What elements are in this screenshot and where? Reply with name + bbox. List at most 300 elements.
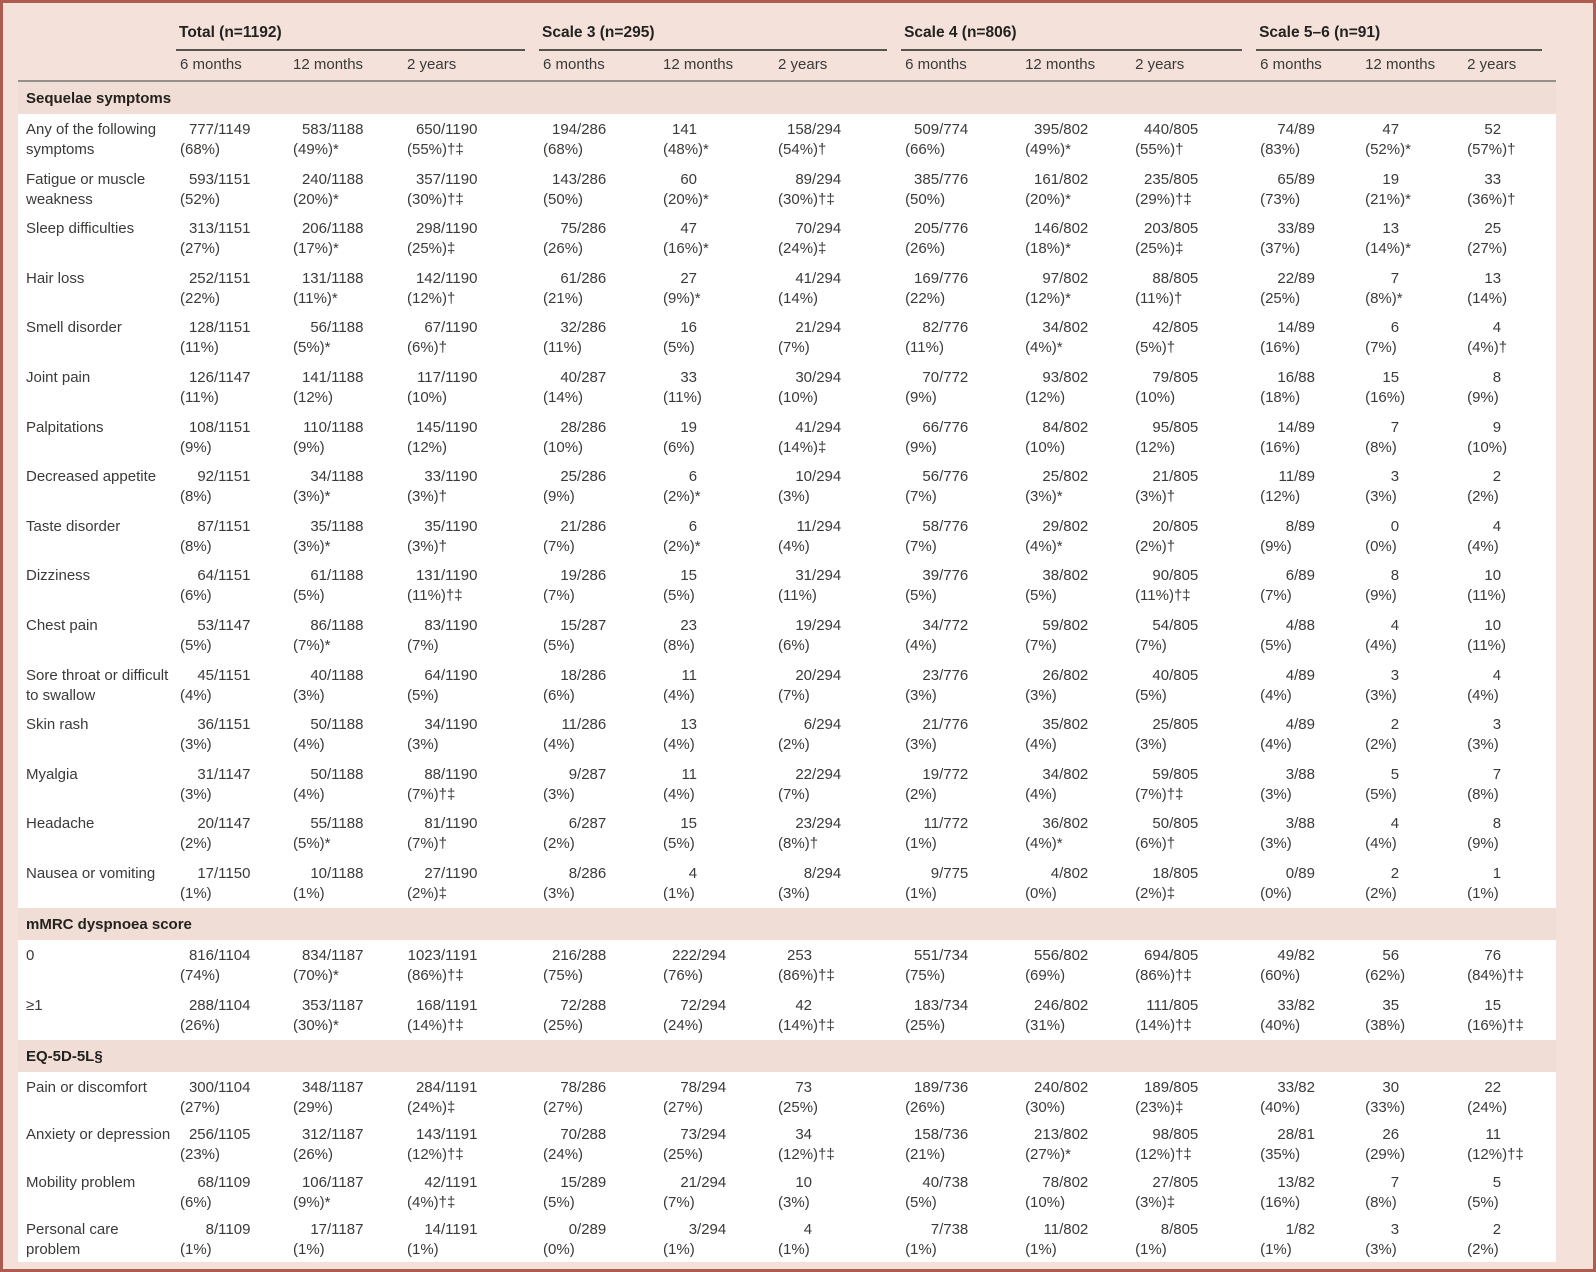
fraction-value: 7 (1390, 1173, 1400, 1191)
percent-value: (7%) (407, 636, 439, 654)
fraction-value: 2 (1492, 468, 1502, 486)
value-cell (774, 1214, 901, 1262)
fraction-value: 395/802 (1034, 121, 1089, 138)
percent-value: (26%) (543, 240, 584, 258)
fraction-value: 126/1147 (188, 368, 251, 386)
value-cell (289, 1167, 403, 1215)
value-cell (1021, 213, 1131, 263)
value-cell (659, 511, 774, 561)
percent-value: (2%)* (663, 537, 701, 555)
value-cell (1256, 412, 1361, 462)
value-cell (1131, 511, 1256, 561)
fraction-value: 694/805 (1144, 946, 1199, 964)
value-cell (1131, 660, 1256, 710)
fraction-value: 59/805 (1152, 765, 1199, 783)
value-cell (901, 759, 1021, 809)
fraction-value: 4 (1390, 815, 1400, 833)
percent-value: (5%) (180, 636, 212, 654)
percent-value: (2%) (778, 736, 810, 754)
percent-value: (6%)† (1135, 835, 1176, 853)
value-cell (403, 312, 539, 362)
value-cell (1256, 362, 1361, 412)
percent-value: (3%) (180, 736, 212, 754)
value-cell (1256, 1072, 1361, 1120)
value-cell (774, 610, 901, 660)
value-cell (1021, 1167, 1131, 1215)
value-cell (1021, 560, 1131, 610)
percent-value: (7%) (1260, 587, 1292, 605)
table-row (18, 164, 1556, 214)
value-cell (774, 362, 901, 412)
value-cell (403, 990, 539, 1040)
percent-value: (5%) (663, 339, 695, 357)
value-cell (1021, 412, 1131, 462)
percent-value: (5%) (407, 686, 439, 704)
value-cell (1463, 709, 1556, 759)
percent-value: (49%)* (1025, 141, 1071, 158)
value-cell (901, 1072, 1021, 1120)
value-cell (1361, 114, 1463, 164)
time-point-header: 6 months (1256, 51, 1361, 81)
percent-value: (1%) (778, 1241, 810, 1258)
percent-value: (26%) (180, 1016, 221, 1034)
fraction-value: 298/1190 (415, 220, 478, 238)
fraction-value: 50/1188 (310, 716, 364, 734)
percent-value: (16%)†‡ (1467, 1016, 1524, 1034)
value-cell (1021, 164, 1131, 214)
percent-value: (14%) (1467, 289, 1508, 307)
percent-value: (5%) (543, 1193, 575, 1211)
fraction-value: 23/776 (922, 666, 969, 684)
time-point-header: 12 months (1021, 51, 1131, 81)
value-cell (1361, 461, 1463, 511)
fraction-value: 11 (681, 666, 698, 684)
value-cell (1256, 709, 1361, 759)
percent-value: (1%) (663, 884, 695, 902)
fraction-value: 16 (680, 319, 698, 337)
value-cell (774, 461, 901, 511)
fraction-value: 31/1147 (197, 765, 251, 783)
percent-value: (25%) (663, 1146, 704, 1163)
fraction-value: 189/736 (914, 1078, 969, 1096)
fraction-value: 1/82 (1285, 1221, 1315, 1238)
fraction-value: 2 (1492, 1221, 1502, 1238)
value-cell (1021, 940, 1131, 990)
value-cell (539, 213, 659, 263)
percent-value: (4%) (1025, 785, 1057, 803)
fraction-value: 56 (1382, 946, 1400, 964)
percent-value: (4%) (1260, 686, 1292, 704)
value-cell (539, 940, 659, 990)
percent-value: (20%)* (663, 190, 709, 208)
fraction-value: 385/776 (914, 170, 969, 188)
percent-value: (1%) (663, 1241, 695, 1258)
value-cell (176, 461, 289, 511)
fraction-value: 42 (795, 996, 813, 1014)
value-cell (176, 164, 289, 214)
column-group-title: Total (n=1192) (176, 24, 525, 51)
fraction-value: 13/82 (1277, 1173, 1315, 1191)
percent-value: (37%) (1260, 240, 1301, 258)
value-cell (1131, 808, 1256, 858)
fraction-value: 3/294 (688, 1221, 727, 1238)
value-cell (1361, 412, 1463, 462)
value-cell (1131, 709, 1256, 759)
percent-value: (3%)† (407, 537, 448, 555)
percent-value: (29%) (1365, 1146, 1406, 1163)
percent-value: (20%)* (293, 190, 339, 208)
fraction-value: 68/1109 (197, 1173, 251, 1191)
percent-value: (4%) (1025, 736, 1057, 754)
results-table (18, 13, 1556, 1262)
percent-value: (3%)* (1025, 488, 1063, 506)
percent-value: (5%) (663, 835, 695, 853)
value-cell (289, 312, 403, 362)
value-cell (1361, 213, 1463, 263)
percent-value: (12%)†‡ (407, 1146, 464, 1163)
value-cell (659, 940, 774, 990)
fraction-value: 21/805 (1152, 468, 1199, 486)
value-cell (659, 114, 774, 164)
fraction-value: 35 (1382, 996, 1400, 1014)
fraction-value: 240/802 (1034, 1078, 1089, 1096)
row-label: Palpitations (26, 418, 104, 436)
value-cell (176, 940, 289, 990)
fraction-value: 78/294 (680, 1078, 727, 1096)
value-cell (289, 610, 403, 660)
percent-value: (14%)†‡ (407, 1016, 464, 1034)
value-cell (1021, 660, 1131, 710)
value-cell (403, 759, 539, 809)
percent-value: (16%)* (663, 240, 709, 258)
percent-value: (4%) (663, 785, 695, 803)
value-cell (901, 213, 1021, 263)
percent-value: (3%) (407, 736, 439, 754)
value-cell (659, 1119, 774, 1167)
percent-value: (11%) (905, 339, 944, 357)
fraction-value: 117/1190 (417, 368, 478, 386)
percent-value: (1%) (293, 884, 325, 902)
table-row (18, 940, 1556, 990)
fraction-value: 56/776 (922, 468, 969, 486)
fraction-value: 88/1190 (424, 765, 478, 783)
value-cell (1021, 610, 1131, 660)
percent-value: (1%) (180, 884, 212, 902)
percent-value: (3%) (905, 686, 937, 704)
percent-value: (7%) (663, 1193, 695, 1211)
fraction-value: 141/1188 (301, 368, 364, 386)
value-cell (1021, 759, 1131, 809)
fraction-value: 40/805 (1152, 666, 1199, 684)
percent-value: (3%) (293, 686, 325, 704)
value-cell (1021, 263, 1131, 313)
value-cell (289, 808, 403, 858)
fraction-value: 21/286 (560, 517, 607, 535)
percent-value: (5%) (905, 587, 937, 605)
value-cell (659, 560, 774, 610)
value-cell (1361, 990, 1463, 1040)
percent-value: (1%) (905, 835, 937, 853)
percent-value: (11%) (663, 388, 702, 406)
value-cell (1361, 1119, 1463, 1167)
fraction-value: 4/89 (1285, 716, 1315, 734)
percent-value: (3%) (778, 488, 810, 506)
fraction-value: 777/1149 (188, 121, 251, 138)
fraction-value: 54/805 (1152, 616, 1199, 634)
fraction-value: 92/1151 (197, 468, 251, 486)
value-cell (289, 560, 403, 610)
fraction-value: 3 (1492, 716, 1502, 734)
percent-value: (11%) (180, 388, 219, 406)
fraction-value: 35/1190 (424, 517, 478, 535)
percent-value: (26%) (293, 1146, 334, 1163)
value-cell (289, 709, 403, 759)
percent-value: (11%) (1467, 636, 1506, 654)
percent-value: (3%)† (407, 488, 448, 506)
value-cell (1021, 312, 1131, 362)
fraction-value: 72/294 (680, 996, 727, 1014)
percent-value: (27%) (543, 1098, 584, 1116)
fraction-value: 4 (803, 1221, 813, 1238)
percent-value: (4%) (180, 686, 212, 704)
percent-value: (11%)†‡ (407, 587, 463, 605)
value-cell (539, 1072, 659, 1120)
fraction-value: 9/775 (930, 864, 969, 882)
table-row (18, 858, 1556, 908)
fraction-value: 10 (1484, 567, 1502, 585)
fraction-value: 2 (1390, 864, 1400, 882)
value-cell (539, 808, 659, 858)
fraction-value: 72/288 (560, 996, 607, 1014)
fraction-value: 253 (787, 946, 813, 964)
fraction-value: 10 (1484, 616, 1502, 634)
value-cell (539, 114, 659, 164)
value-cell (1361, 362, 1463, 412)
fraction-value: 61/286 (560, 269, 607, 287)
fraction-value: 8/294 (803, 864, 842, 882)
percent-value: (9%)* (663, 289, 701, 307)
section-title: Sequelae symptoms (18, 81, 1556, 114)
percent-value: (12%) (1025, 388, 1066, 406)
value-cell (1256, 990, 1361, 1040)
fraction-value: 4 (1492, 319, 1502, 337)
table-row (18, 560, 1556, 610)
fraction-value: 18/805 (1152, 864, 1199, 882)
fraction-value: 4/89 (1285, 666, 1315, 684)
row-label: ≥1 (26, 996, 43, 1014)
row-label: Any of the following symptoms (26, 121, 157, 158)
percent-value: (4%) (663, 736, 695, 754)
row-label: Hair loss (26, 269, 85, 287)
fraction-value: 0/89 (1285, 864, 1315, 882)
percent-value: (68%) (543, 141, 584, 158)
fraction-value: 34/802 (1042, 319, 1089, 337)
table-row (18, 990, 1556, 1040)
fraction-value: 13 (1382, 220, 1400, 238)
fraction-value: 39/776 (922, 567, 969, 585)
row-label: 0 (26, 946, 35, 964)
value-cell (289, 114, 403, 164)
value-cell (1463, 312, 1556, 362)
percent-value: (69%) (1025, 966, 1066, 984)
percent-value: (27%) (1467, 240, 1508, 258)
percent-value: (75%) (543, 966, 584, 984)
fraction-value: 59/802 (1042, 616, 1089, 634)
value-cell (176, 709, 289, 759)
percent-value: (6%) (663, 438, 695, 456)
value-cell (403, 560, 539, 610)
row-label: Decreased appetite (26, 468, 157, 486)
fraction-value: 312/1187 (301, 1126, 364, 1143)
percent-value: (20%)* (1025, 190, 1071, 208)
percent-value: (0%) (543, 1241, 575, 1258)
row-label: Anxiety or depression (26, 1126, 171, 1143)
fraction-value: 4 (1492, 517, 1502, 535)
value-cell (1256, 164, 1361, 214)
percent-value: (21%)* (1365, 190, 1411, 208)
value-cell (1131, 164, 1256, 214)
fraction-value: 81/1190 (424, 815, 478, 833)
percent-value: (35%) (1260, 1146, 1301, 1163)
value-cell (1361, 263, 1463, 313)
percent-value: (8%) (1365, 1193, 1397, 1211)
value-cell (176, 1072, 289, 1120)
fraction-value: 33 (1484, 170, 1502, 188)
fraction-value: 34 (795, 1126, 813, 1143)
value-cell (1361, 1214, 1463, 1262)
value-cell (403, 610, 539, 660)
percent-value: (2%) (1365, 736, 1397, 754)
row-label: Dizziness (26, 567, 91, 585)
fraction-value: 18/286 (560, 666, 607, 684)
percent-value: (50%) (905, 190, 946, 208)
fraction-value: 5 (1492, 1173, 1502, 1191)
percent-value: (27%) (180, 1098, 221, 1116)
value-cell (1021, 1072, 1131, 1120)
fraction-value: 11/286 (561, 716, 607, 734)
fraction-value: 551/734 (914, 946, 969, 964)
table-row (18, 660, 1556, 710)
fraction-value: 19 (680, 418, 698, 436)
fraction-value: 15 (1382, 368, 1400, 386)
percent-value: (22%) (180, 289, 221, 307)
percent-value: (6%)† (407, 339, 448, 357)
value-cell (1256, 858, 1361, 908)
fraction-value: 11/89 (1278, 468, 1315, 486)
value-cell (1463, 1072, 1556, 1120)
fraction-value: 7 (1390, 269, 1400, 287)
value-cell (289, 1072, 403, 1120)
percent-value: (1%) (905, 1241, 937, 1258)
percent-value: (29%) (293, 1098, 334, 1116)
percent-value: (26%) (905, 240, 946, 258)
fraction-value: 8/805 (1160, 1221, 1199, 1238)
value-cell (1256, 114, 1361, 164)
fraction-value: 357/1190 (415, 170, 478, 188)
percent-value: (5%) (1260, 636, 1292, 654)
value-cell (1256, 660, 1361, 710)
value-cell (403, 1119, 539, 1167)
value-cell (659, 808, 774, 858)
value-cell (901, 164, 1021, 214)
fraction-value: 30 (1382, 1078, 1400, 1096)
fraction-value: 52 (1484, 121, 1502, 138)
percent-value: (4%) (663, 686, 695, 704)
value-cell (659, 610, 774, 660)
percent-value: (60%) (1260, 966, 1301, 984)
percent-value: (40%) (1260, 1098, 1301, 1116)
percent-value: (86%)†‡ (778, 966, 835, 984)
percent-value: (24%)‡ (407, 1098, 456, 1116)
fraction-value: 27/1190 (424, 864, 478, 882)
fraction-value: 10/1188 (310, 864, 364, 882)
value-cell (1021, 1119, 1131, 1167)
percent-value: (9%) (905, 388, 937, 406)
percent-value: (1%) (1467, 884, 1499, 902)
value-cell (901, 560, 1021, 610)
value-cell (774, 164, 901, 214)
percent-value: (2%) (180, 835, 212, 853)
percent-value: (30%)* (293, 1016, 339, 1034)
fraction-value: 34/1190 (424, 716, 478, 734)
fraction-value: 36/802 (1042, 815, 1089, 833)
fraction-value: 76 (1484, 946, 1502, 964)
percent-value: (12%)* (1025, 289, 1071, 307)
percent-value: (3%)‡ (1135, 1193, 1176, 1211)
percent-value: (26%) (905, 1098, 946, 1116)
fraction-value: 29/802 (1042, 517, 1089, 535)
fraction-value: 15/289 (560, 1173, 607, 1191)
fraction-value: 143/1191 (415, 1126, 478, 1143)
value-cell (1361, 1167, 1463, 1215)
percent-value: (5%) (293, 587, 325, 605)
fraction-value: 7 (1492, 765, 1502, 783)
percent-value: (11%)* (293, 289, 338, 307)
value-cell (176, 610, 289, 660)
fraction-value: 60 (680, 170, 698, 188)
time-point-header: 2 years (1131, 51, 1256, 81)
value-cell (1361, 858, 1463, 908)
percent-value: (16%) (1260, 438, 1301, 456)
fraction-value: 131/1190 (415, 567, 478, 585)
percent-value: (8%) (1365, 438, 1397, 456)
fraction-value: 6/287 (568, 815, 607, 833)
value-cell (774, 1072, 901, 1120)
fraction-value: 4 (688, 864, 698, 882)
row-label: Fatigue or muscle weakness (26, 170, 146, 208)
fraction-value: 288/1104 (188, 996, 251, 1014)
fraction-value: 353/1187 (301, 996, 364, 1014)
column-group-title: Scale 5–6 (n=91) (1256, 24, 1542, 51)
value-cell (539, 990, 659, 1040)
percent-value: (3%) (1135, 736, 1167, 754)
fraction-value: 64/1151 (197, 567, 251, 585)
fraction-value: 6 (688, 517, 698, 535)
fraction-value: 158/736 (914, 1126, 969, 1143)
value-cell (659, 312, 774, 362)
fraction-value: 252/1151 (188, 269, 251, 287)
value-cell (1256, 213, 1361, 263)
percent-value: (4%) (1365, 835, 1397, 853)
fraction-value: 8 (1492, 815, 1502, 833)
fraction-value: 86/1188 (310, 616, 364, 634)
section-title: EQ-5D-5L§ (18, 1040, 1556, 1072)
fraction-value: 22/89 (1277, 269, 1315, 287)
value-cell (176, 114, 289, 164)
percent-value: (11%) (180, 339, 219, 357)
fraction-value: 7/738 (930, 1221, 969, 1238)
percent-value: (7%) (1135, 636, 1167, 654)
